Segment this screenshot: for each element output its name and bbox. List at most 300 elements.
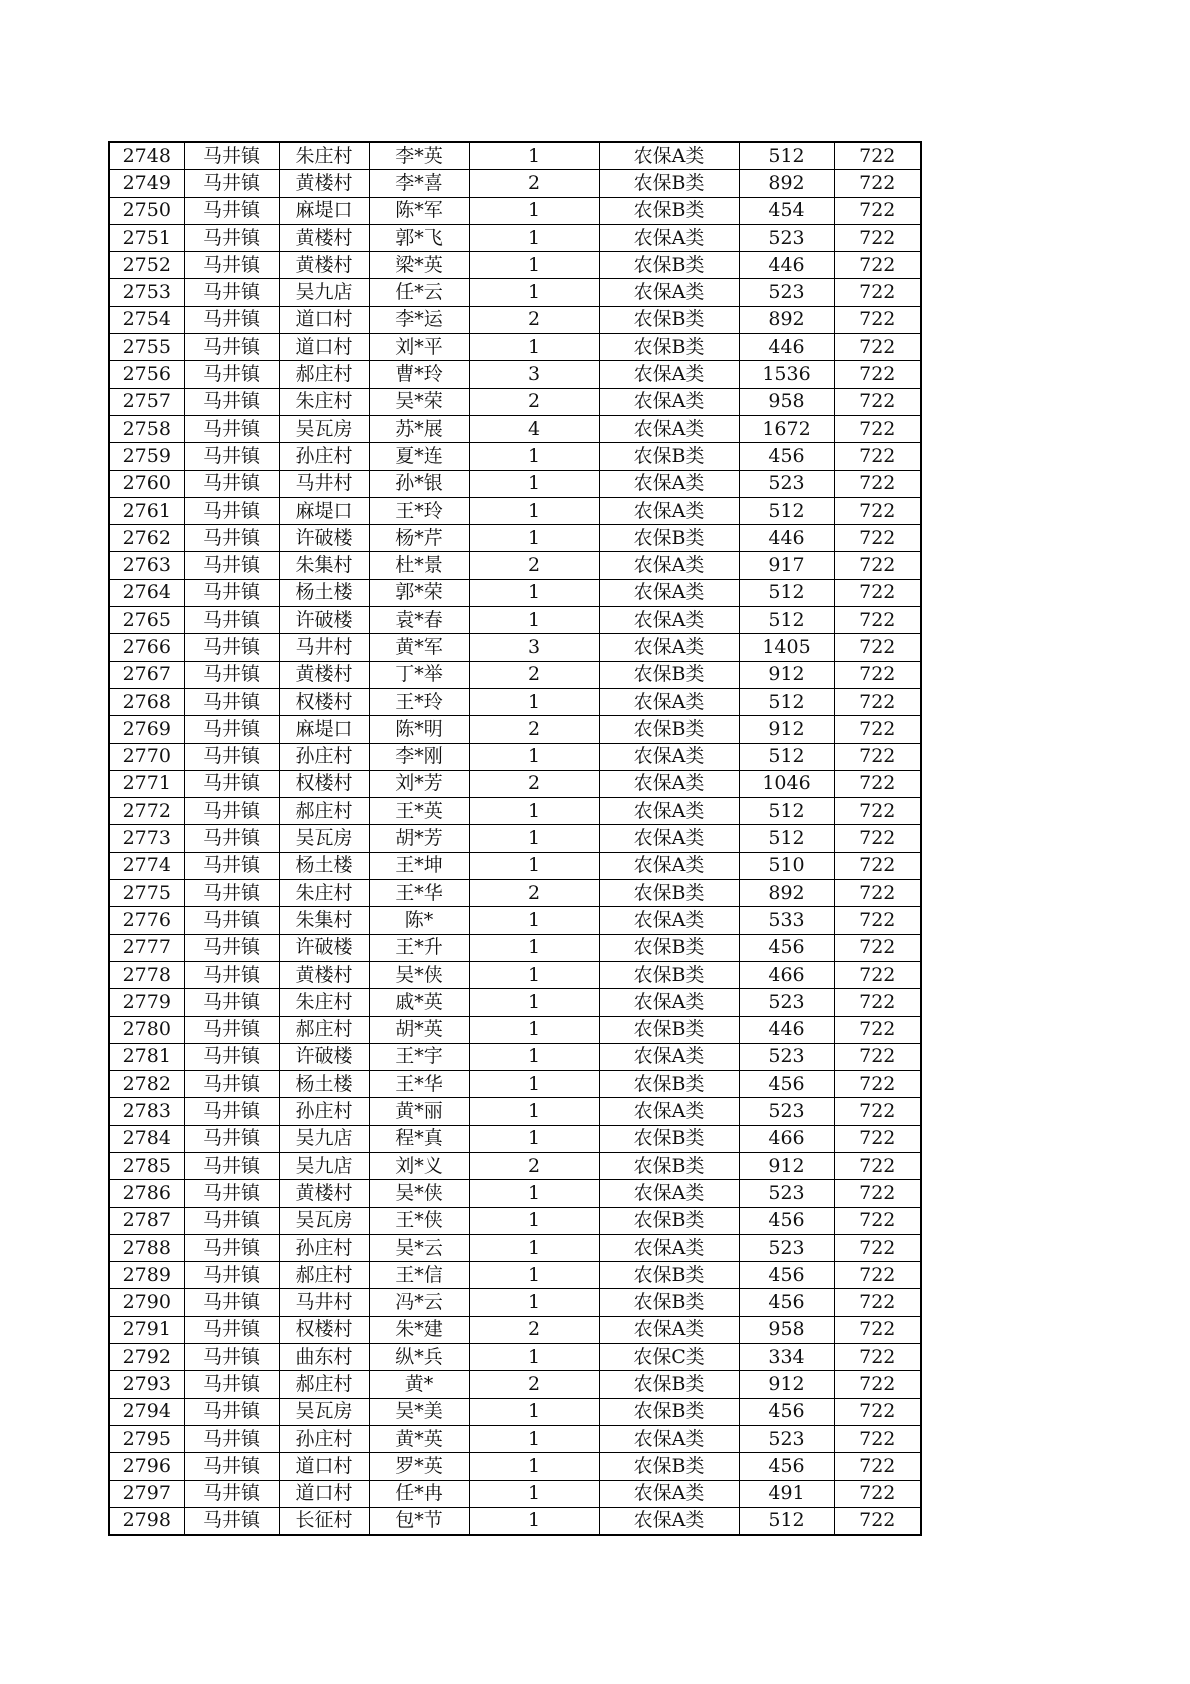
village-cell: 杨土楼 xyxy=(279,579,369,606)
table-row xyxy=(109,142,921,170)
table-row xyxy=(109,1234,921,1261)
insurance-type-cell: 农保B类 xyxy=(599,1207,739,1234)
village-cell: 郝庄村 xyxy=(279,798,369,825)
amount-cell: 1405 xyxy=(739,634,834,661)
serial-number-cell: 2762 xyxy=(109,525,184,552)
insurance-type-cell: 农保A类 xyxy=(599,579,739,606)
table-row xyxy=(109,1344,921,1371)
insurance-type-cell: 农保A类 xyxy=(599,825,739,852)
code-cell: 722 xyxy=(834,361,921,388)
household-size-cell: 1 xyxy=(469,607,599,634)
serial-number-cell: 2793 xyxy=(109,1371,184,1398)
code-cell: 722 xyxy=(834,497,921,524)
village-cell: 道口村 xyxy=(279,334,369,361)
name-cell: 王*华 xyxy=(369,880,469,907)
town-cell: 马井镇 xyxy=(184,1234,279,1261)
amount-cell: 523 xyxy=(739,1180,834,1207)
code-cell: 722 xyxy=(834,1289,921,1316)
town-cell: 马井镇 xyxy=(184,497,279,524)
name-cell: 王*英 xyxy=(369,798,469,825)
serial-number-cell: 2794 xyxy=(109,1398,184,1425)
code-cell: 722 xyxy=(834,634,921,661)
code-cell: 722 xyxy=(834,1234,921,1261)
insurance-type-cell: 农保A类 xyxy=(599,497,739,524)
town-cell: 马井镇 xyxy=(184,1425,279,1452)
village-cell: 麻堤口 xyxy=(279,197,369,224)
insurance-type-cell: 农保A类 xyxy=(599,279,739,306)
insurance-type-cell: 农保B类 xyxy=(599,1016,739,1043)
serial-number-cell: 2773 xyxy=(109,825,184,852)
village-cell: 郝庄村 xyxy=(279,1371,369,1398)
name-cell: 郭*飞 xyxy=(369,224,469,251)
town-cell: 马井镇 xyxy=(184,634,279,661)
code-cell: 722 xyxy=(834,224,921,251)
village-cell: 道口村 xyxy=(279,1453,369,1480)
amount-cell: 912 xyxy=(739,1152,834,1179)
name-cell: 王*坤 xyxy=(369,852,469,879)
serial-number-cell: 2752 xyxy=(109,252,184,279)
code-cell: 722 xyxy=(834,989,921,1016)
village-cell: 朱庄村 xyxy=(279,989,369,1016)
insurance-type-cell: 农保B类 xyxy=(599,1152,739,1179)
code-cell: 722 xyxy=(834,1453,921,1480)
code-cell: 722 xyxy=(834,1398,921,1425)
name-cell: 包*节 xyxy=(369,1507,469,1535)
household-size-cell: 2 xyxy=(469,770,599,797)
amount-cell: 334 xyxy=(739,1344,834,1371)
code-cell: 722 xyxy=(834,443,921,470)
code-cell: 722 xyxy=(834,1262,921,1289)
table-row xyxy=(109,1262,921,1289)
table-row xyxy=(109,1125,921,1152)
amount-cell: 446 xyxy=(739,334,834,361)
household-size-cell: 2 xyxy=(469,1316,599,1343)
serial-number-cell: 2796 xyxy=(109,1453,184,1480)
table-row xyxy=(109,934,921,961)
village-cell: 权楼村 xyxy=(279,770,369,797)
name-cell: 王*升 xyxy=(369,934,469,961)
household-size-cell: 1 xyxy=(469,989,599,1016)
insurance-type-cell: 农保B类 xyxy=(599,880,739,907)
town-cell: 马井镇 xyxy=(184,1016,279,1043)
village-cell: 黄楼村 xyxy=(279,224,369,251)
table-row xyxy=(109,989,921,1016)
name-cell: 孙*银 xyxy=(369,470,469,497)
village-cell: 朱庄村 xyxy=(279,880,369,907)
household-size-cell: 2 xyxy=(469,388,599,415)
table-row xyxy=(109,443,921,470)
serial-number-cell: 2756 xyxy=(109,361,184,388)
name-cell: 黄*丽 xyxy=(369,1098,469,1125)
serial-number-cell: 2776 xyxy=(109,907,184,934)
code-cell: 722 xyxy=(834,552,921,579)
village-cell: 道口村 xyxy=(279,306,369,333)
amount-cell: 512 xyxy=(739,1507,834,1535)
village-cell: 许破楼 xyxy=(279,607,369,634)
code-cell: 722 xyxy=(834,1207,921,1234)
serial-number-cell: 2749 xyxy=(109,170,184,197)
serial-number-cell: 2785 xyxy=(109,1152,184,1179)
code-cell: 722 xyxy=(834,770,921,797)
insurance-type-cell: 农保B类 xyxy=(599,1453,739,1480)
insurance-type-cell: 农保A类 xyxy=(599,607,739,634)
household-size-cell: 2 xyxy=(469,1152,599,1179)
name-cell: 陈* xyxy=(369,907,469,934)
insurance-type-cell: 农保B类 xyxy=(599,170,739,197)
town-cell: 马井镇 xyxy=(184,770,279,797)
table-row xyxy=(109,907,921,934)
table-row xyxy=(109,743,921,770)
village-cell: 马井村 xyxy=(279,470,369,497)
insurance-type-cell: 农保A类 xyxy=(599,743,739,770)
town-cell: 马井镇 xyxy=(184,334,279,361)
name-cell: 黄*军 xyxy=(369,634,469,661)
amount-cell: 892 xyxy=(739,170,834,197)
amount-cell: 1046 xyxy=(739,770,834,797)
insurance-type-cell: 农保A类 xyxy=(599,1180,739,1207)
code-cell: 722 xyxy=(834,252,921,279)
name-cell: 陈*明 xyxy=(369,716,469,743)
code-cell: 722 xyxy=(834,334,921,361)
table-row xyxy=(109,1207,921,1234)
village-cell: 吴瓦房 xyxy=(279,1207,369,1234)
serial-number-cell: 2790 xyxy=(109,1289,184,1316)
insurance-type-cell: 农保A类 xyxy=(599,989,739,1016)
code-cell: 722 xyxy=(834,197,921,224)
table-row xyxy=(109,388,921,415)
village-cell: 郝庄村 xyxy=(279,361,369,388)
table-row xyxy=(109,1289,921,1316)
household-size-cell: 1 xyxy=(469,688,599,715)
name-cell: 梁*英 xyxy=(369,252,469,279)
household-size-cell: 1 xyxy=(469,743,599,770)
town-cell: 马井镇 xyxy=(184,880,279,907)
village-cell: 杨土楼 xyxy=(279,1071,369,1098)
code-cell: 722 xyxy=(834,1371,921,1398)
serial-number-cell: 2769 xyxy=(109,716,184,743)
insurance-type-cell: 农保B类 xyxy=(599,1262,739,1289)
town-cell: 马井镇 xyxy=(184,1262,279,1289)
amount-cell: 523 xyxy=(739,224,834,251)
town-cell: 马井镇 xyxy=(184,252,279,279)
insurance-type-cell: 农保B类 xyxy=(599,1398,739,1425)
household-size-cell: 1 xyxy=(469,1125,599,1152)
town-cell: 马井镇 xyxy=(184,852,279,879)
town-cell: 马井镇 xyxy=(184,798,279,825)
serial-number-cell: 2757 xyxy=(109,388,184,415)
name-cell: 杨*芹 xyxy=(369,525,469,552)
town-cell: 马井镇 xyxy=(184,197,279,224)
household-size-cell: 1 xyxy=(469,1071,599,1098)
household-size-cell: 1 xyxy=(469,197,599,224)
amount-cell: 1536 xyxy=(739,361,834,388)
table-row xyxy=(109,961,921,988)
household-size-cell: 1 xyxy=(469,907,599,934)
code-cell: 722 xyxy=(834,716,921,743)
code-cell: 722 xyxy=(834,306,921,333)
amount-cell: 523 xyxy=(739,1425,834,1452)
name-cell: 陈*军 xyxy=(369,197,469,224)
village-cell: 黄楼村 xyxy=(279,1180,369,1207)
code-cell: 722 xyxy=(834,1152,921,1179)
table-row xyxy=(109,1098,921,1125)
serial-number-cell: 2783 xyxy=(109,1098,184,1125)
serial-number-cell: 2781 xyxy=(109,1043,184,1070)
insurance-type-cell: 农保A类 xyxy=(599,470,739,497)
amount-cell: 456 xyxy=(739,1071,834,1098)
household-size-cell: 1 xyxy=(469,470,599,497)
amount-cell: 446 xyxy=(739,252,834,279)
insurance-type-cell: 农保B类 xyxy=(599,252,739,279)
table-row xyxy=(109,334,921,361)
village-cell: 吴九店 xyxy=(279,1125,369,1152)
household-size-cell: 2 xyxy=(469,306,599,333)
town-cell: 马井镇 xyxy=(184,825,279,852)
village-cell: 郝庄村 xyxy=(279,1262,369,1289)
table-row xyxy=(109,1453,921,1480)
village-cell: 郝庄村 xyxy=(279,1016,369,1043)
town-cell: 马井镇 xyxy=(184,1507,279,1535)
serial-number-cell: 2754 xyxy=(109,306,184,333)
serial-number-cell: 2791 xyxy=(109,1316,184,1343)
household-size-cell: 3 xyxy=(469,361,599,388)
town-cell: 马井镇 xyxy=(184,688,279,715)
insurance-type-cell: 农保B类 xyxy=(599,197,739,224)
amount-cell: 512 xyxy=(739,142,834,170)
table-row xyxy=(109,361,921,388)
town-cell: 马井镇 xyxy=(184,1125,279,1152)
code-cell: 722 xyxy=(834,607,921,634)
name-cell: 郭*荣 xyxy=(369,579,469,606)
insurance-type-cell: 农保A类 xyxy=(599,1425,739,1452)
name-cell: 吴*云 xyxy=(369,1234,469,1261)
insurance-type-cell: 农保A类 xyxy=(599,1043,739,1070)
village-cell: 权楼村 xyxy=(279,688,369,715)
name-cell: 李*运 xyxy=(369,306,469,333)
table-row xyxy=(109,1371,921,1398)
amount-cell: 892 xyxy=(739,880,834,907)
town-cell: 马井镇 xyxy=(184,443,279,470)
amount-cell: 512 xyxy=(739,579,834,606)
town-cell: 马井镇 xyxy=(184,552,279,579)
amount-cell: 456 xyxy=(739,1289,834,1316)
village-cell: 麻堤口 xyxy=(279,716,369,743)
village-cell: 黄楼村 xyxy=(279,252,369,279)
serial-number-cell: 2765 xyxy=(109,607,184,634)
table-row xyxy=(109,1152,921,1179)
amount-cell: 958 xyxy=(739,388,834,415)
name-cell: 胡*芳 xyxy=(369,825,469,852)
code-cell: 722 xyxy=(834,1180,921,1207)
code-cell: 722 xyxy=(834,415,921,442)
name-cell: 李*喜 xyxy=(369,170,469,197)
name-cell: 王*华 xyxy=(369,1071,469,1098)
household-size-cell: 1 xyxy=(469,1480,599,1507)
insurance-type-cell: 农保A类 xyxy=(599,142,739,170)
name-cell: 任*冉 xyxy=(369,1480,469,1507)
serial-number-cell: 2787 xyxy=(109,1207,184,1234)
town-cell: 马井镇 xyxy=(184,388,279,415)
serial-number-cell: 2750 xyxy=(109,197,184,224)
town-cell: 马井镇 xyxy=(184,716,279,743)
table-row xyxy=(109,770,921,797)
household-size-cell: 1 xyxy=(469,1425,599,1452)
town-cell: 马井镇 xyxy=(184,1344,279,1371)
household-size-cell: 1 xyxy=(469,497,599,524)
town-cell: 马井镇 xyxy=(184,1398,279,1425)
town-cell: 马井镇 xyxy=(184,961,279,988)
household-size-cell: 3 xyxy=(469,634,599,661)
amount-cell: 512 xyxy=(739,743,834,770)
name-cell: 李*英 xyxy=(369,142,469,170)
serial-number-cell: 2770 xyxy=(109,743,184,770)
table-row xyxy=(109,415,921,442)
amount-cell: 456 xyxy=(739,1262,834,1289)
household-size-cell: 1 xyxy=(469,579,599,606)
name-cell: 戚*英 xyxy=(369,989,469,1016)
code-cell: 722 xyxy=(834,852,921,879)
name-cell: 刘*芳 xyxy=(369,770,469,797)
code-cell: 722 xyxy=(834,1098,921,1125)
village-cell: 孙庄村 xyxy=(279,743,369,770)
name-cell: 杜*景 xyxy=(369,552,469,579)
insurance-type-cell: 农保B类 xyxy=(599,525,739,552)
insurance-type-cell: 农保A类 xyxy=(599,388,739,415)
insurance-type-cell: 农保A类 xyxy=(599,907,739,934)
village-cell: 朱庄村 xyxy=(279,388,369,415)
name-cell: 王*玲 xyxy=(369,497,469,524)
town-cell: 马井镇 xyxy=(184,989,279,1016)
town-cell: 马井镇 xyxy=(184,170,279,197)
insurance-type-cell: 农保B类 xyxy=(599,1125,739,1152)
table-row xyxy=(109,579,921,606)
name-cell: 吴*荣 xyxy=(369,388,469,415)
code-cell: 722 xyxy=(834,470,921,497)
town-cell: 马井镇 xyxy=(184,743,279,770)
name-cell: 王*宇 xyxy=(369,1043,469,1070)
insurance-type-cell: 农保B类 xyxy=(599,1289,739,1316)
amount-cell: 510 xyxy=(739,852,834,879)
code-cell: 722 xyxy=(834,142,921,170)
table-row xyxy=(109,1507,921,1535)
serial-number-cell: 2789 xyxy=(109,1262,184,1289)
village-cell: 麻堤口 xyxy=(279,497,369,524)
amount-cell: 446 xyxy=(739,1016,834,1043)
code-cell: 722 xyxy=(834,798,921,825)
serial-number-cell: 2771 xyxy=(109,770,184,797)
serial-number-cell: 2777 xyxy=(109,934,184,961)
insurance-type-cell: 农保B类 xyxy=(599,961,739,988)
code-cell: 722 xyxy=(834,688,921,715)
household-size-cell: 1 xyxy=(469,852,599,879)
name-cell: 程*真 xyxy=(369,1125,469,1152)
amount-cell: 454 xyxy=(739,197,834,224)
insurance-type-cell: 农保A类 xyxy=(599,1507,739,1535)
household-size-cell: 1 xyxy=(469,1016,599,1043)
household-size-cell: 1 xyxy=(469,334,599,361)
household-size-cell: 1 xyxy=(469,1262,599,1289)
table-row xyxy=(109,852,921,879)
amount-cell: 533 xyxy=(739,907,834,934)
amount-cell: 512 xyxy=(739,607,834,634)
serial-number-cell: 2768 xyxy=(109,688,184,715)
amount-cell: 523 xyxy=(739,1043,834,1070)
household-size-cell: 1 xyxy=(469,1043,599,1070)
town-cell: 马井镇 xyxy=(184,415,279,442)
code-cell: 722 xyxy=(834,1016,921,1043)
name-cell: 曹*玲 xyxy=(369,361,469,388)
insurance-type-cell: 农保B类 xyxy=(599,1371,739,1398)
town-cell: 马井镇 xyxy=(184,1180,279,1207)
household-size-cell: 1 xyxy=(469,1234,599,1261)
serial-number-cell: 2764 xyxy=(109,579,184,606)
household-size-cell: 1 xyxy=(469,1507,599,1535)
insurance-type-cell: 农保A类 xyxy=(599,634,739,661)
serial-number-cell: 2766 xyxy=(109,634,184,661)
name-cell: 黄*英 xyxy=(369,1425,469,1452)
amount-cell: 456 xyxy=(739,443,834,470)
code-cell: 722 xyxy=(834,1425,921,1452)
serial-number-cell: 2755 xyxy=(109,334,184,361)
amount-cell: 446 xyxy=(739,525,834,552)
serial-number-cell: 2775 xyxy=(109,880,184,907)
name-cell: 任*云 xyxy=(369,279,469,306)
name-cell: 王*信 xyxy=(369,1262,469,1289)
serial-number-cell: 2786 xyxy=(109,1180,184,1207)
village-cell: 黄楼村 xyxy=(279,170,369,197)
insurance-type-cell: 农保A类 xyxy=(599,852,739,879)
name-cell: 吴*侠 xyxy=(369,961,469,988)
town-cell: 马井镇 xyxy=(184,607,279,634)
serial-number-cell: 2779 xyxy=(109,989,184,1016)
village-cell: 许破楼 xyxy=(279,525,369,552)
code-cell: 722 xyxy=(834,579,921,606)
code-cell: 722 xyxy=(834,1344,921,1371)
serial-number-cell: 2798 xyxy=(109,1507,184,1535)
insurance-type-cell: 农保A类 xyxy=(599,415,739,442)
village-cell: 朱集村 xyxy=(279,907,369,934)
name-cell: 苏*展 xyxy=(369,415,469,442)
village-cell: 马井村 xyxy=(279,1289,369,1316)
serial-number-cell: 2763 xyxy=(109,552,184,579)
household-size-cell: 1 xyxy=(469,252,599,279)
name-cell: 冯*云 xyxy=(369,1289,469,1316)
code-cell: 722 xyxy=(834,880,921,907)
town-cell: 马井镇 xyxy=(184,470,279,497)
household-size-cell: 1 xyxy=(469,1398,599,1425)
village-cell: 孙庄村 xyxy=(279,1234,369,1261)
amount-cell: 523 xyxy=(739,470,834,497)
name-cell: 刘*义 xyxy=(369,1152,469,1179)
village-cell: 曲东村 xyxy=(279,1344,369,1371)
town-cell: 马井镇 xyxy=(184,361,279,388)
insurance-type-cell: 农保B类 xyxy=(599,1071,739,1098)
serial-number-cell: 2772 xyxy=(109,798,184,825)
name-cell: 朱*建 xyxy=(369,1316,469,1343)
village-cell: 朱庄村 xyxy=(279,142,369,170)
table-row xyxy=(109,1316,921,1343)
serial-number-cell: 2797 xyxy=(109,1480,184,1507)
household-size-cell: 1 xyxy=(469,1098,599,1125)
village-cell: 吴瓦房 xyxy=(279,825,369,852)
amount-cell: 912 xyxy=(739,661,834,688)
household-size-cell: 1 xyxy=(469,279,599,306)
code-cell: 722 xyxy=(834,743,921,770)
town-cell: 马井镇 xyxy=(184,224,279,251)
amount-cell: 456 xyxy=(739,1207,834,1234)
town-cell: 马井镇 xyxy=(184,306,279,333)
records-table xyxy=(108,141,922,1536)
